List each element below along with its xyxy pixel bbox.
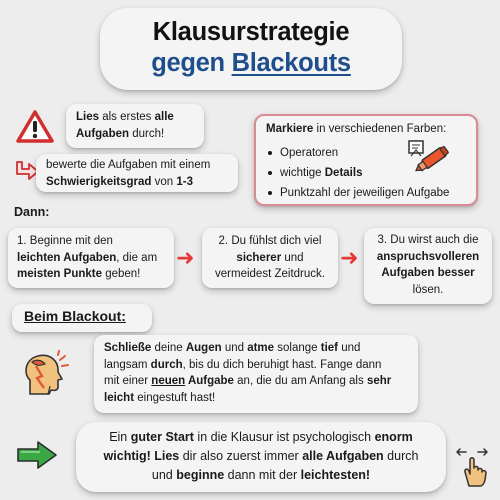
sum-und: und [151,468,177,482]
dann-label: Dann: [14,205,50,219]
swipe-hand-icon [454,446,490,490]
arrow-right-icon: ➜ [340,245,359,270]
blackout-text-card [94,335,418,413]
title-line-2 [100,48,402,79]
tip-als-erstes: als erstes [99,111,155,123]
sum-leichtesten: leichtesten! [300,468,371,482]
tip-difficulty-card [36,154,238,192]
tip-schwierigkeitsgrad: Schwierigkeitsgrad [46,175,152,188]
bo-und: und [221,342,248,354]
tip-durch: durch! [129,127,165,140]
bo-schliesse: Schließe [104,342,152,354]
warning-icon [16,110,54,144]
blackout-line-4 [104,390,408,407]
bo-sehr: sehr [366,375,392,387]
step-1-line-1: 1. Beginne mit den [17,235,113,247]
step-1-card [8,228,174,288]
sum-psych: in die Klausur ist psychologisch [193,430,375,444]
markiere-word: Markiere [266,123,314,135]
bo-beruhigt: , bis du dich beruhigt hast. Fange dann [182,358,382,371]
tip-aufgaben: Aufgaben [76,127,130,140]
step-3-card [364,228,492,304]
sum-wichtig: wichtig! Lies [103,449,180,463]
list-item-details: Details [324,166,363,179]
summary-line-2 [84,447,438,466]
blackout-label-card [12,304,152,332]
highlighter-icon [406,136,454,174]
list-item-punktzahl: Punktzahl der jeweiligen Aufgabe [280,186,450,199]
tip-von: von [151,175,177,188]
bo-tief: tief [320,342,338,354]
blackout-line-1 [104,340,408,357]
bo-solange: solange [274,342,321,354]
tip-difficulty-line-2 [46,174,228,191]
summary-line-1 [84,428,438,447]
summary-line-3 [84,466,438,485]
blackout-line-2 [104,357,408,374]
step-1-geben: geben! [102,268,141,280]
step-3-line-3: Aufgaben besser [381,267,475,279]
sum-ein: Ein [109,430,131,444]
tip-alle: alle [154,111,174,123]
summary-card [76,422,446,492]
bo-und-2: und [338,342,361,354]
title-line-1: Klausurstrategie [152,18,350,46]
bo-atme: atme [247,342,275,354]
title-blackouts: Blackouts [231,49,351,77]
step-3-line-4: lösen. [412,283,444,296]
list-item [266,183,466,203]
tip-lies: Lies [76,111,100,123]
step-1-line-3 [17,266,165,283]
bo-langsam: langsam [104,358,151,371]
sum-durch: durch [383,449,419,463]
step-2-line-2 [208,250,332,267]
title-line-2-prefix: gegen [151,49,232,77]
sum-guter-start: guter Start [130,430,194,444]
bo-eingestuft: eingestuft hast! [134,391,216,404]
step-2-line-1: 2. Du fühlst dich viel [218,235,322,247]
arrow-right-icon: ➜ [176,245,195,270]
step-2-und: und [281,251,304,264]
tip-read-all-card [66,104,204,148]
blackout-label: Beim Blackout: [24,308,126,324]
markiere-rest: in verschiedenen Farben: [313,123,447,135]
list-item-operatoren: Operatoren [280,146,339,159]
bo-mit-einer: mit einer [104,375,152,387]
sum-dann: dann mit der [224,468,301,482]
green-arrow-icon [16,440,58,470]
sum-zuerst: dir also zuerst immer [179,449,303,463]
step-1-line-2 [17,250,165,267]
step-1-meisten: meisten Punkte [17,268,102,280]
bo-leicht: leicht [104,391,135,404]
sum-enorm: enorm [374,430,413,444]
bo-neuen: neuen [151,375,186,387]
step-3-line-2: anspruchsvolleren [376,250,480,263]
bo-augen: Augen [185,342,222,354]
stressed-head-icon [20,350,70,400]
bo-deine: deine [151,342,186,354]
step-2-sicherer: sicherer [236,251,282,264]
tip-read-all-line-2 [76,126,194,143]
bo-aufgabe: Aufgabe [185,375,234,387]
bo-an-die: an, die du am Anfang als [233,375,367,387]
step-1-die-am: , die am [116,251,158,264]
tip-difficulty-line-1: bewerte die Aufgaben mit einem [46,159,211,171]
step-1-leichten: leichten Aufgaben [17,251,117,264]
highlight-colors-card [254,114,478,206]
step-2-line-3: vermeidest Zeitdruck. [215,268,325,280]
title-card [100,8,402,90]
list-item-wichtige: wichtige [280,166,325,179]
tip-range: 1-3 [176,175,194,188]
blackout-line-3 [104,373,408,390]
step-3-line-1: 3. Du wirst auch die [377,234,479,246]
sum-alle-aufgaben: alle Aufgaben [302,449,384,463]
step-2-card [202,228,338,288]
tip-read-all-line-1 [76,109,194,126]
bo-durch: durch [150,358,183,371]
sum-beginne: beginne [176,468,225,482]
